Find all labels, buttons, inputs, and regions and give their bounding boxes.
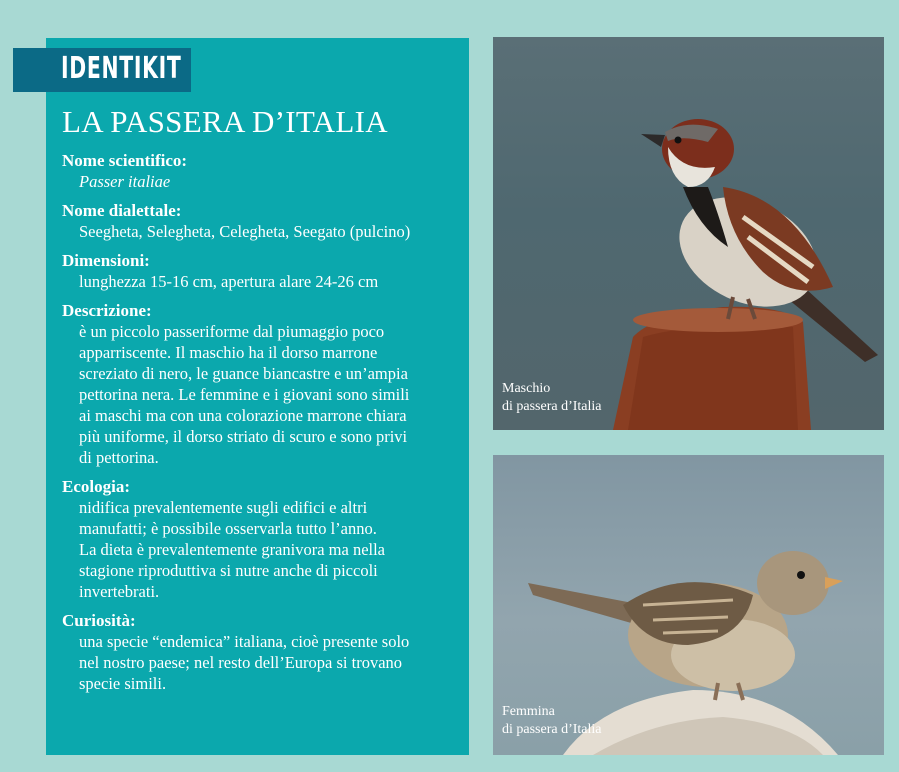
field-curiosity xyxy=(62,610,462,694)
field-list xyxy=(62,150,462,702)
field-value: è un piccolo passeriforme dal piumaggio poco apparriscente. Il maschio ha il dorso marrone screziato di nero, le guance biancastre e un’ampia pettorina nera. Le femmine e i giovani sono simili ai maschi ma con una colorazione marrone chiara più uniforme, il dorso striato di scuro e sono privi di pettorina. xyxy=(79,322,410,467)
field-label: Curiosità: xyxy=(62,611,136,630)
field-label: Ecologia: xyxy=(62,477,130,496)
male-sparrow-photo xyxy=(493,37,884,430)
field-value: lunghezza 15-16 cm, apertura alare 24-26 cm xyxy=(79,272,379,291)
field-label: Nome dialettale: xyxy=(62,201,182,220)
male-photo-caption: Maschio di passera d’Italia xyxy=(502,381,602,414)
field-label: Descrizione: xyxy=(62,301,152,320)
field-label: Dimensioni: xyxy=(62,251,150,270)
page-title: LA PASSERA D’ITALIA xyxy=(62,104,388,139)
field-dialect-name xyxy=(62,200,462,242)
field-value: Passer italiae xyxy=(79,172,171,191)
female-photo-caption: Femmina di passera d’Italia xyxy=(502,704,602,737)
male-sparrow-illustration xyxy=(493,37,884,430)
female-sparrow-photo xyxy=(493,455,884,755)
field-label: Nome scientifico: xyxy=(62,151,188,170)
field-value: nidifica prevalentemente sugli edifici e altri manufatti; è possibile osservarla tutto l’anno. La dieta è prevalentemente granivora ma nella stagione riproduttiva si nutre anche di piccoli invertebrati. xyxy=(79,498,386,601)
field-ecology xyxy=(62,476,462,602)
identikit-tag xyxy=(13,48,191,92)
field-dimensions xyxy=(62,250,462,292)
field-value: una specie “endemica” italiana, cioè presente solo nel nostro paese; nel resto dell’Europa si trovano specie simili. xyxy=(79,632,410,693)
field-description xyxy=(62,300,462,468)
identikit-tag-label: IDENTIKIT xyxy=(61,51,182,86)
field-scientific-name xyxy=(62,150,462,192)
field-value: Seegheta, Selegheta, Celegheta, Seegato (pulcino) xyxy=(79,222,411,241)
